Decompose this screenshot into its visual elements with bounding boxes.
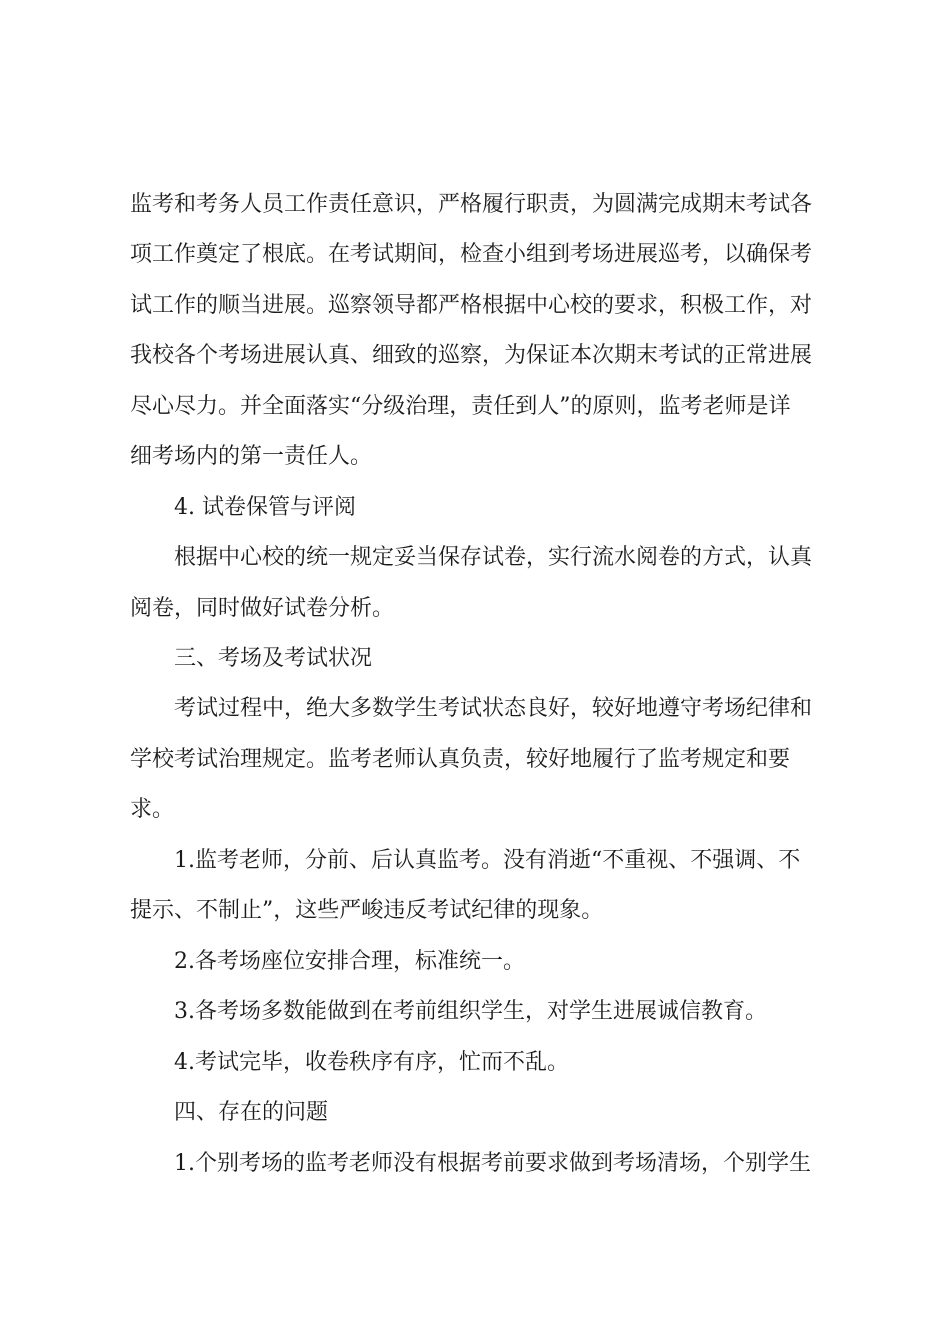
paragraph-line: 尽心尽力。并全面落实“分级治理，责任到人”的原则，监考老师是详 <box>130 394 791 419</box>
paragraph-line: 监考和考务人员工作责任意识，严格履行职责，为圆满完成期末考试各 <box>130 192 813 217</box>
list-item: 3.各考场多数能做到在考前组织学生，对学生进展诚信教育。 <box>174 999 767 1024</box>
paragraph-line: 学校考试治理规定。监考老师认真负责，较好地履行了监考规定和要 <box>130 747 791 772</box>
paragraph-line: 提示、不制止”，这些严峻违反考试纪律的现象。 <box>130 898 604 923</box>
paragraph-line: 考试过程中，绝大多数学生考试状态良好，较好地遵守考场纪律和 <box>174 696 813 721</box>
section-heading: 四、存在的问题 <box>174 1100 329 1125</box>
section-heading: 三、考场及考试状况 <box>174 646 373 671</box>
list-item: 1.个别考场的监考老师没有根据考前要求做到考场清场，个别学生 <box>174 1151 811 1176</box>
list-item: 1.监考老师，分前、后认真监考。没有消逝“不重视、不强调、不 <box>174 848 801 873</box>
paragraph-line: 求。 <box>130 797 175 822</box>
paragraph-line: 试工作的顺当进展。巡察领导都严格根据中心校的要求，积极工作，对 <box>130 293 813 318</box>
section-heading: 4. 试卷保管与评阅 <box>174 495 356 520</box>
paragraph-line: 我校各个考场进展认真、细致的巡察，为保证本次期末考试的正常进展 <box>130 343 813 368</box>
paragraph-line: 阅卷，同时做好试卷分析。 <box>130 596 395 621</box>
list-item: 2.各考场座位安排合理，标准统一。 <box>174 949 525 974</box>
paragraph-line: 细考场内的第一责任人。 <box>130 444 373 469</box>
list-item: 4.考试完毕，收卷秩序有序，忙而不乱。 <box>174 1050 569 1075</box>
paragraph-line: 根据中心校的统一规定妥当保存试卷，实行流水阅卷的方式，认真 <box>174 545 813 570</box>
paragraph-line: 项工作奠定了根底。在考试期间，检查小组到考场进展巡考，以确保考 <box>130 242 813 267</box>
